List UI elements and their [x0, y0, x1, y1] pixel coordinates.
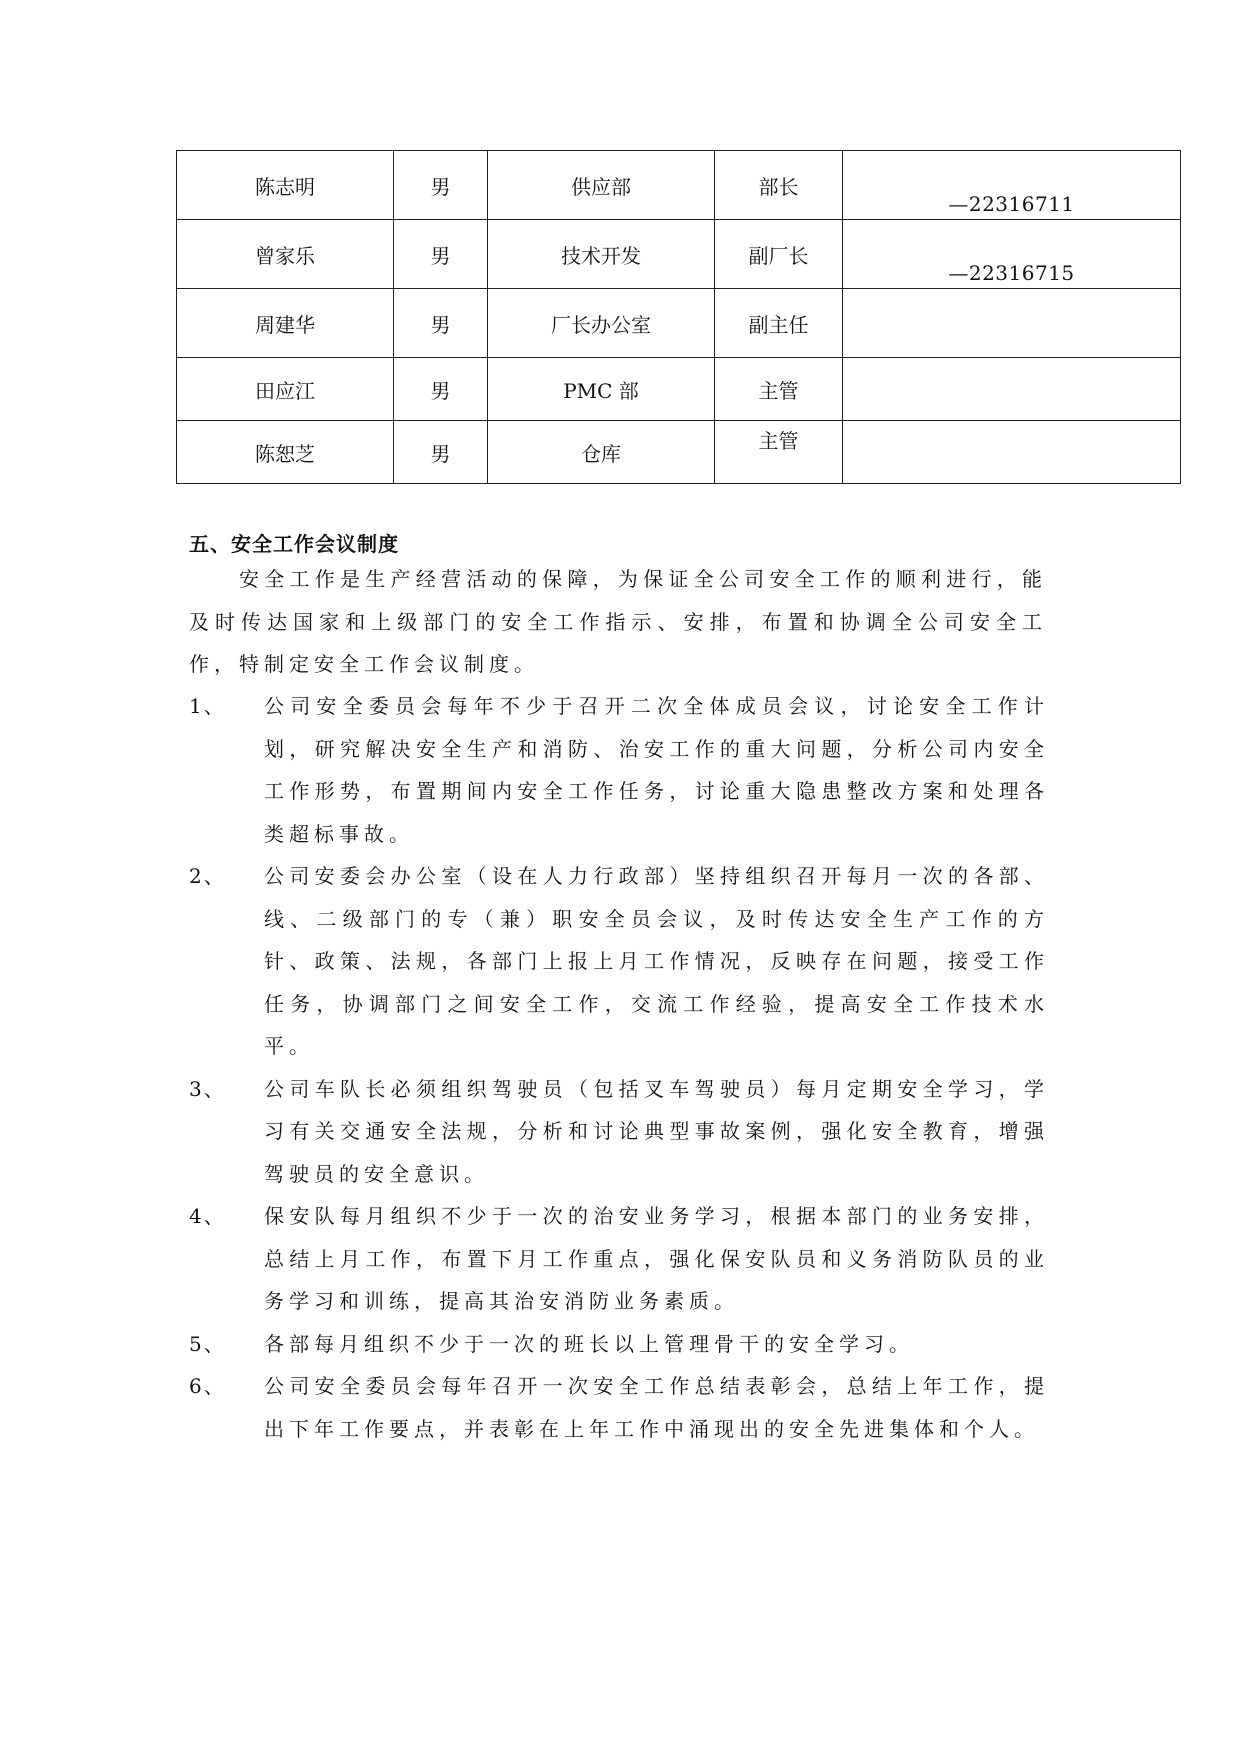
item-text: 公司安全委员会每年召开一次安全工作总结表彰会，总结上年工作，提出下年工作要点，并表彰在上年工作中涌现出的安全先进集体和个人。	[264, 1374, 1049, 1441]
list-item	[189, 685, 1049, 855]
name-cell: 陈志明	[177, 151, 394, 220]
position-cell: 副厂长	[715, 220, 843, 289]
item-number: 4、	[189, 1204, 226, 1228]
name-cell: 周建华	[177, 289, 394, 358]
phone-cell: —22316715	[843, 220, 1181, 289]
list-item	[189, 1365, 1049, 1450]
phone-cell	[843, 421, 1181, 484]
position-cell: 部长	[715, 151, 843, 220]
position-cell: 主管	[715, 421, 843, 484]
gender-cell: 男	[394, 220, 488, 289]
name-cell: 曾家乐	[177, 220, 394, 289]
phone-cell	[843, 289, 1181, 358]
position-cell: 副主任	[715, 289, 843, 358]
item-text: 公司车队长必须组织驾驶员（包括叉车驾驶员）每月定期安全学习，学习有关交通安全法规，分析和讨论典型事故案例，强化安全教育，增强驾驶员的安全意识。	[264, 1076, 1049, 1186]
gender-cell: 男	[394, 289, 488, 358]
item-text: 公司安全委员会每年不少于召开二次全体成员会议，讨论安全工作计划，研究解决安全生产和消防、治安工作的重大问题，分析公司内安全工作形势，布置期间内安全工作任务，讨论重大隐患整改方案和处理各类超标事故。	[264, 694, 1049, 846]
item-number: 6、	[189, 1374, 226, 1398]
table-row	[177, 220, 1181, 289]
item-text: 公司安委会办公室（设在人力行政部）坚持组织召开每月一次的各部、线、二级部门的专（兼）职安全员会议，及时传达安全生产工作的方针、政策、法规，各部门上报上月工作情况，反映存在问题，接受工作任务，协调部门之间安全工作，交流工作经验，提高安全工作技术水平。	[264, 864, 1049, 1058]
list-item	[189, 855, 1049, 1068]
list-item	[189, 1068, 1049, 1196]
item-text: 各部每月组织不少于一次的班长以上管理骨干的安全学习。	[264, 1331, 914, 1356]
department-cell: 技术开发	[488, 220, 715, 289]
rules-list	[189, 685, 1049, 1450]
list-item	[189, 1323, 1049, 1366]
item-number: 3、	[189, 1076, 226, 1101]
name-cell: 田应江	[177, 358, 394, 421]
section-intro: 安全工作是生产经营活动的保障，为保证全公司安全工作的顺利进行，能及时传达国家和上级部门的安全工作指示、安排，布置和协调全公司安全工作，特制定安全工作会议制度。	[189, 567, 1047, 676]
staff-table	[176, 150, 1181, 484]
item-number: 5、	[189, 1331, 226, 1356]
gender-cell: 男	[394, 421, 488, 484]
table-row	[177, 421, 1181, 484]
section-title: 五、安全工作会议制度	[189, 532, 399, 556]
department-cell: 仓库	[488, 421, 715, 484]
department-cell: PMC 部	[488, 358, 715, 421]
item-text: 保安队每月组织不少于一次的治安业务学习，根据本部门的业务安排，总结上月工作，布置下月工作重点，强化保安队员和义务消防队员的业务学习和训练，提高其治安消防业务素质。	[264, 1204, 1049, 1313]
department-cell: 供应部	[488, 151, 715, 220]
table-row	[177, 358, 1181, 421]
gender-cell: 男	[394, 358, 488, 421]
list-item	[189, 1195, 1049, 1323]
department-cell: 厂长办公室	[488, 289, 715, 358]
position-cell: 主管	[715, 358, 843, 421]
gender-cell: 男	[394, 151, 488, 220]
phone-cell: —22316711	[843, 151, 1181, 220]
table-row	[177, 289, 1181, 358]
table-row	[177, 151, 1181, 220]
item-number: 1、	[189, 694, 226, 718]
phone-cell	[843, 358, 1181, 421]
name-cell: 陈恕芝	[177, 421, 394, 484]
item-number: 2、	[189, 864, 226, 888]
